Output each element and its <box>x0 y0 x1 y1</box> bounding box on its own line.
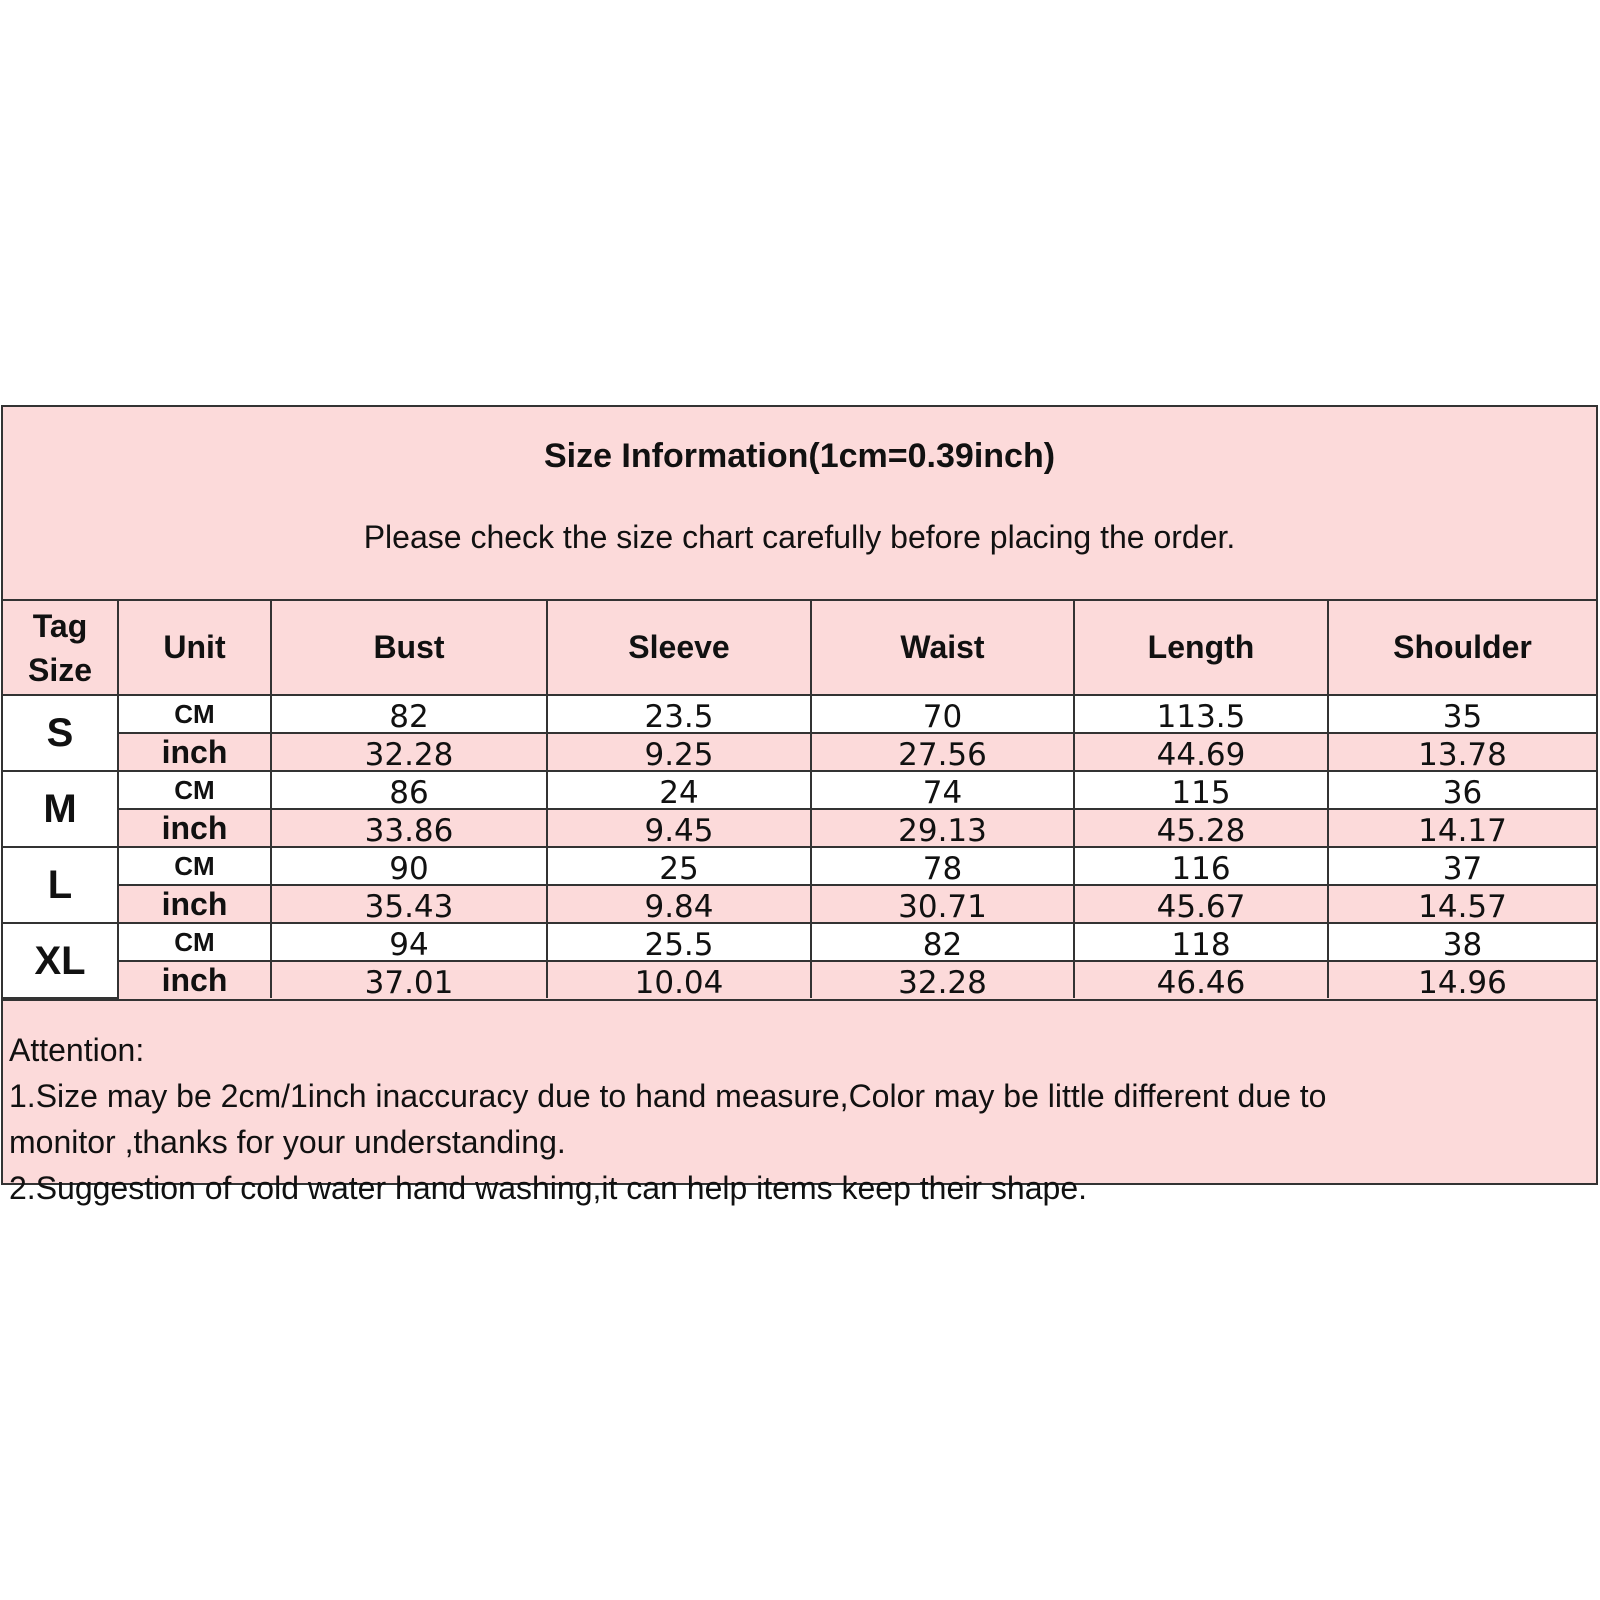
table-body <box>3 695 1596 998</box>
unit-cell: CM <box>118 923 271 961</box>
col-header-waist: Waist <box>811 601 1074 695</box>
measure-cell: 30.71 <box>811 885 1074 923</box>
measure-cell: 74 <box>811 771 1074 809</box>
size-chart <box>1 405 1598 1206</box>
measure-cell: 24 <box>547 771 811 809</box>
table-row <box>3 771 1596 809</box>
measure-cell: 23.5 <box>547 695 811 733</box>
measure-cell: 46.46 <box>1074 961 1328 998</box>
measure-cell: 35.43 <box>271 885 547 923</box>
tag-size-cell: S <box>3 695 118 771</box>
measure-cell: 38 <box>1328 923 1596 961</box>
measure-cell: 116 <box>1074 847 1328 885</box>
measure-cell: 37 <box>1328 847 1596 885</box>
unit-cell: inch <box>118 733 271 771</box>
measure-cell: 32.28 <box>811 961 1074 998</box>
measure-cell: 14.17 <box>1328 809 1596 847</box>
unit-cell: inch <box>118 961 271 998</box>
table-row <box>3 695 1596 733</box>
measure-cell: 10.04 <box>547 961 811 998</box>
measure-cell: 35 <box>1328 695 1596 733</box>
measure-cell: 33.86 <box>271 809 547 847</box>
measure-cell: 32.28 <box>271 733 547 771</box>
measure-cell: 45.28 <box>1074 809 1328 847</box>
tag-size-cell: M <box>3 771 118 847</box>
chart-title: Size Information(1cm=0.39inch) <box>543 437 1056 475</box>
measure-cell: 14.57 <box>1328 885 1596 923</box>
unit-cell: inch <box>118 809 271 847</box>
col-header-sleeve: Sleeve <box>547 601 811 695</box>
measure-cell: 90 <box>271 847 547 885</box>
attention-heading: Attention: <box>9 1032 145 1068</box>
unit-cell: CM <box>118 847 271 885</box>
table-row <box>3 885 1596 923</box>
measure-cell: 82 <box>271 695 547 733</box>
chart-header <box>3 407 1596 601</box>
measure-cell: 113.5 <box>1074 695 1328 733</box>
tag-size-cell: L <box>3 847 118 923</box>
measure-cell: 70 <box>811 695 1074 733</box>
measure-cell: 115 <box>1074 771 1328 809</box>
measure-cell: 78 <box>811 847 1074 885</box>
table-row <box>3 809 1596 847</box>
attention-line-2: monitor ,thanks for your understanding. <box>9 1124 566 1160</box>
col-header-bust: Bust <box>271 601 547 695</box>
measure-cell: 82 <box>811 923 1074 961</box>
col-header-shoulder: Shoulder <box>1328 601 1596 695</box>
measure-cell: 9.45 <box>547 809 811 847</box>
measure-cell: 14.96 <box>1328 961 1596 998</box>
attention-line-3: 2.Suggestion of cold water hand washing,it can help items keep their shape. <box>9 1170 1087 1206</box>
unit-cell: CM <box>118 695 271 733</box>
measure-cell: 27.56 <box>811 733 1074 771</box>
measure-cell: 118 <box>1074 923 1328 961</box>
measure-cell: 45.67 <box>1074 885 1328 923</box>
attention-notes <box>3 999 1596 1206</box>
col-header-tag-size: Tag Size <box>3 601 118 695</box>
measure-cell: 94 <box>271 923 547 961</box>
measure-cell: 86 <box>271 771 547 809</box>
unit-cell: CM <box>118 771 271 809</box>
chart-subtitle: Please check the size chart carefully before placing the order. <box>363 519 1236 555</box>
measure-cell: 37.01 <box>271 961 547 998</box>
table-row <box>3 847 1596 885</box>
col-header-length: Length <box>1074 601 1328 695</box>
measure-cell: 36 <box>1328 771 1596 809</box>
table-row <box>3 923 1596 961</box>
col-header-unit: Unit <box>118 601 271 695</box>
table-header-row <box>3 601 1596 695</box>
measure-cell: 9.84 <box>547 885 811 923</box>
size-table <box>3 601 1596 999</box>
measure-cell: 9.25 <box>547 733 811 771</box>
attention-line-1: 1.Size may be 2cm/1inch inaccuracy due to hand measure,Color may be little different due to <box>9 1078 1327 1114</box>
measure-cell: 44.69 <box>1074 733 1328 771</box>
table-row <box>3 733 1596 771</box>
measure-cell: 25.5 <box>547 923 811 961</box>
tag-size-cell: XL <box>3 923 118 998</box>
unit-cell: inch <box>118 885 271 923</box>
measure-cell: 29.13 <box>811 809 1074 847</box>
measure-cell: 13.78 <box>1328 733 1596 771</box>
table-row <box>3 961 1596 998</box>
measure-cell: 25 <box>547 847 811 885</box>
